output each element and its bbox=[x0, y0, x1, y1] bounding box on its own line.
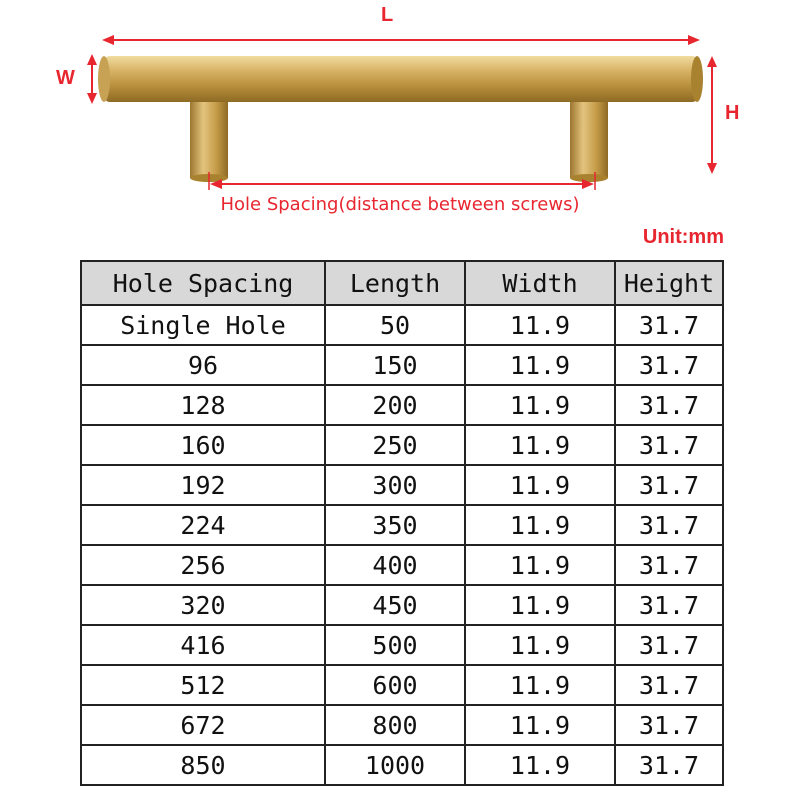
cell-length: 200 bbox=[325, 385, 465, 425]
size-spec-table bbox=[80, 260, 724, 786]
table-row bbox=[81, 585, 723, 625]
cell-width: 11.9 bbox=[465, 305, 615, 345]
length-label: L bbox=[381, 4, 394, 26]
cell-hole-spacing: 192 bbox=[81, 465, 325, 505]
header-height: Height bbox=[615, 261, 723, 305]
cell-width: 11.9 bbox=[465, 345, 615, 385]
table-row bbox=[81, 425, 723, 465]
cell-hole-spacing: 160 bbox=[81, 425, 325, 465]
cell-height: 31.7 bbox=[615, 505, 723, 545]
hole-spacing-dimension-arrow bbox=[209, 172, 595, 190]
hole-spacing-caption: Hole Spacing(distance between screws) bbox=[220, 194, 580, 215]
cell-hole-spacing: 256 bbox=[81, 545, 325, 585]
cell-height: 31.7 bbox=[615, 305, 723, 345]
cell-length: 150 bbox=[325, 345, 465, 385]
cell-length: 600 bbox=[325, 665, 465, 705]
cell-hole-spacing: 128 bbox=[81, 385, 325, 425]
cell-width: 11.9 bbox=[465, 665, 615, 705]
cell-hole-spacing: 96 bbox=[81, 345, 325, 385]
cell-height: 31.7 bbox=[615, 385, 723, 425]
handle-diagram bbox=[0, 0, 800, 230]
cell-width: 11.9 bbox=[465, 425, 615, 465]
length-dimension-arrow bbox=[102, 35, 700, 45]
cell-length: 350 bbox=[325, 505, 465, 545]
cell-length: 800 bbox=[325, 705, 465, 745]
cell-width: 11.9 bbox=[465, 505, 615, 545]
cell-height: 31.7 bbox=[615, 465, 723, 505]
header-width: Width bbox=[465, 261, 615, 305]
cell-height: 31.7 bbox=[615, 585, 723, 625]
width-dimension-arrow bbox=[87, 54, 97, 104]
cell-width: 11.9 bbox=[465, 585, 615, 625]
cell-length: 300 bbox=[325, 465, 465, 505]
cell-length: 250 bbox=[325, 425, 465, 465]
table-header-row bbox=[81, 261, 723, 305]
table-row bbox=[81, 345, 723, 385]
cell-width: 11.9 bbox=[465, 745, 615, 785]
cell-hole-spacing: 672 bbox=[81, 705, 325, 745]
cell-width: 11.9 bbox=[465, 465, 615, 505]
cell-height: 31.7 bbox=[615, 705, 723, 745]
handle-bar bbox=[98, 56, 703, 102]
cell-height: 31.7 bbox=[615, 425, 723, 465]
cell-length: 400 bbox=[325, 545, 465, 585]
cell-hole-spacing: 224 bbox=[81, 505, 325, 545]
cell-hole-spacing: Single Hole bbox=[81, 305, 325, 345]
cell-length: 450 bbox=[325, 585, 465, 625]
cell-hole-spacing: 416 bbox=[81, 625, 325, 665]
handle-leg-left bbox=[190, 96, 228, 182]
table-row bbox=[81, 545, 723, 585]
table-row bbox=[81, 305, 723, 345]
width-label: W bbox=[56, 67, 75, 89]
table-row bbox=[81, 385, 723, 425]
cell-width: 11.9 bbox=[465, 705, 615, 745]
header-hole-spacing: Hole Spacing bbox=[81, 261, 325, 305]
height-label: H bbox=[725, 102, 740, 124]
cell-width: 11.9 bbox=[465, 545, 615, 585]
table-row bbox=[81, 665, 723, 705]
cell-height: 31.7 bbox=[615, 545, 723, 585]
cell-hole-spacing: 512 bbox=[81, 665, 325, 705]
cell-width: 11.9 bbox=[465, 625, 615, 665]
cell-height: 31.7 bbox=[615, 665, 723, 705]
cell-height: 31.7 bbox=[615, 745, 723, 785]
cell-height: 31.7 bbox=[615, 625, 723, 665]
table-body bbox=[81, 305, 723, 785]
unit-label: Unit:mm bbox=[642, 226, 724, 248]
cell-hole-spacing: 850 bbox=[81, 745, 325, 785]
cell-length: 500 bbox=[325, 625, 465, 665]
table-row bbox=[81, 705, 723, 745]
cell-hole-spacing: 320 bbox=[81, 585, 325, 625]
header-length: Length bbox=[325, 261, 465, 305]
cell-length: 1000 bbox=[325, 745, 465, 785]
cell-height: 31.7 bbox=[615, 345, 723, 385]
table-row bbox=[81, 625, 723, 665]
cell-width: 11.9 bbox=[465, 385, 615, 425]
table-row bbox=[81, 505, 723, 545]
table-row bbox=[81, 465, 723, 505]
cell-length: 50 bbox=[325, 305, 465, 345]
height-dimension-arrow bbox=[707, 56, 717, 174]
handle-leg-right bbox=[570, 96, 608, 182]
table-row bbox=[81, 745, 723, 785]
